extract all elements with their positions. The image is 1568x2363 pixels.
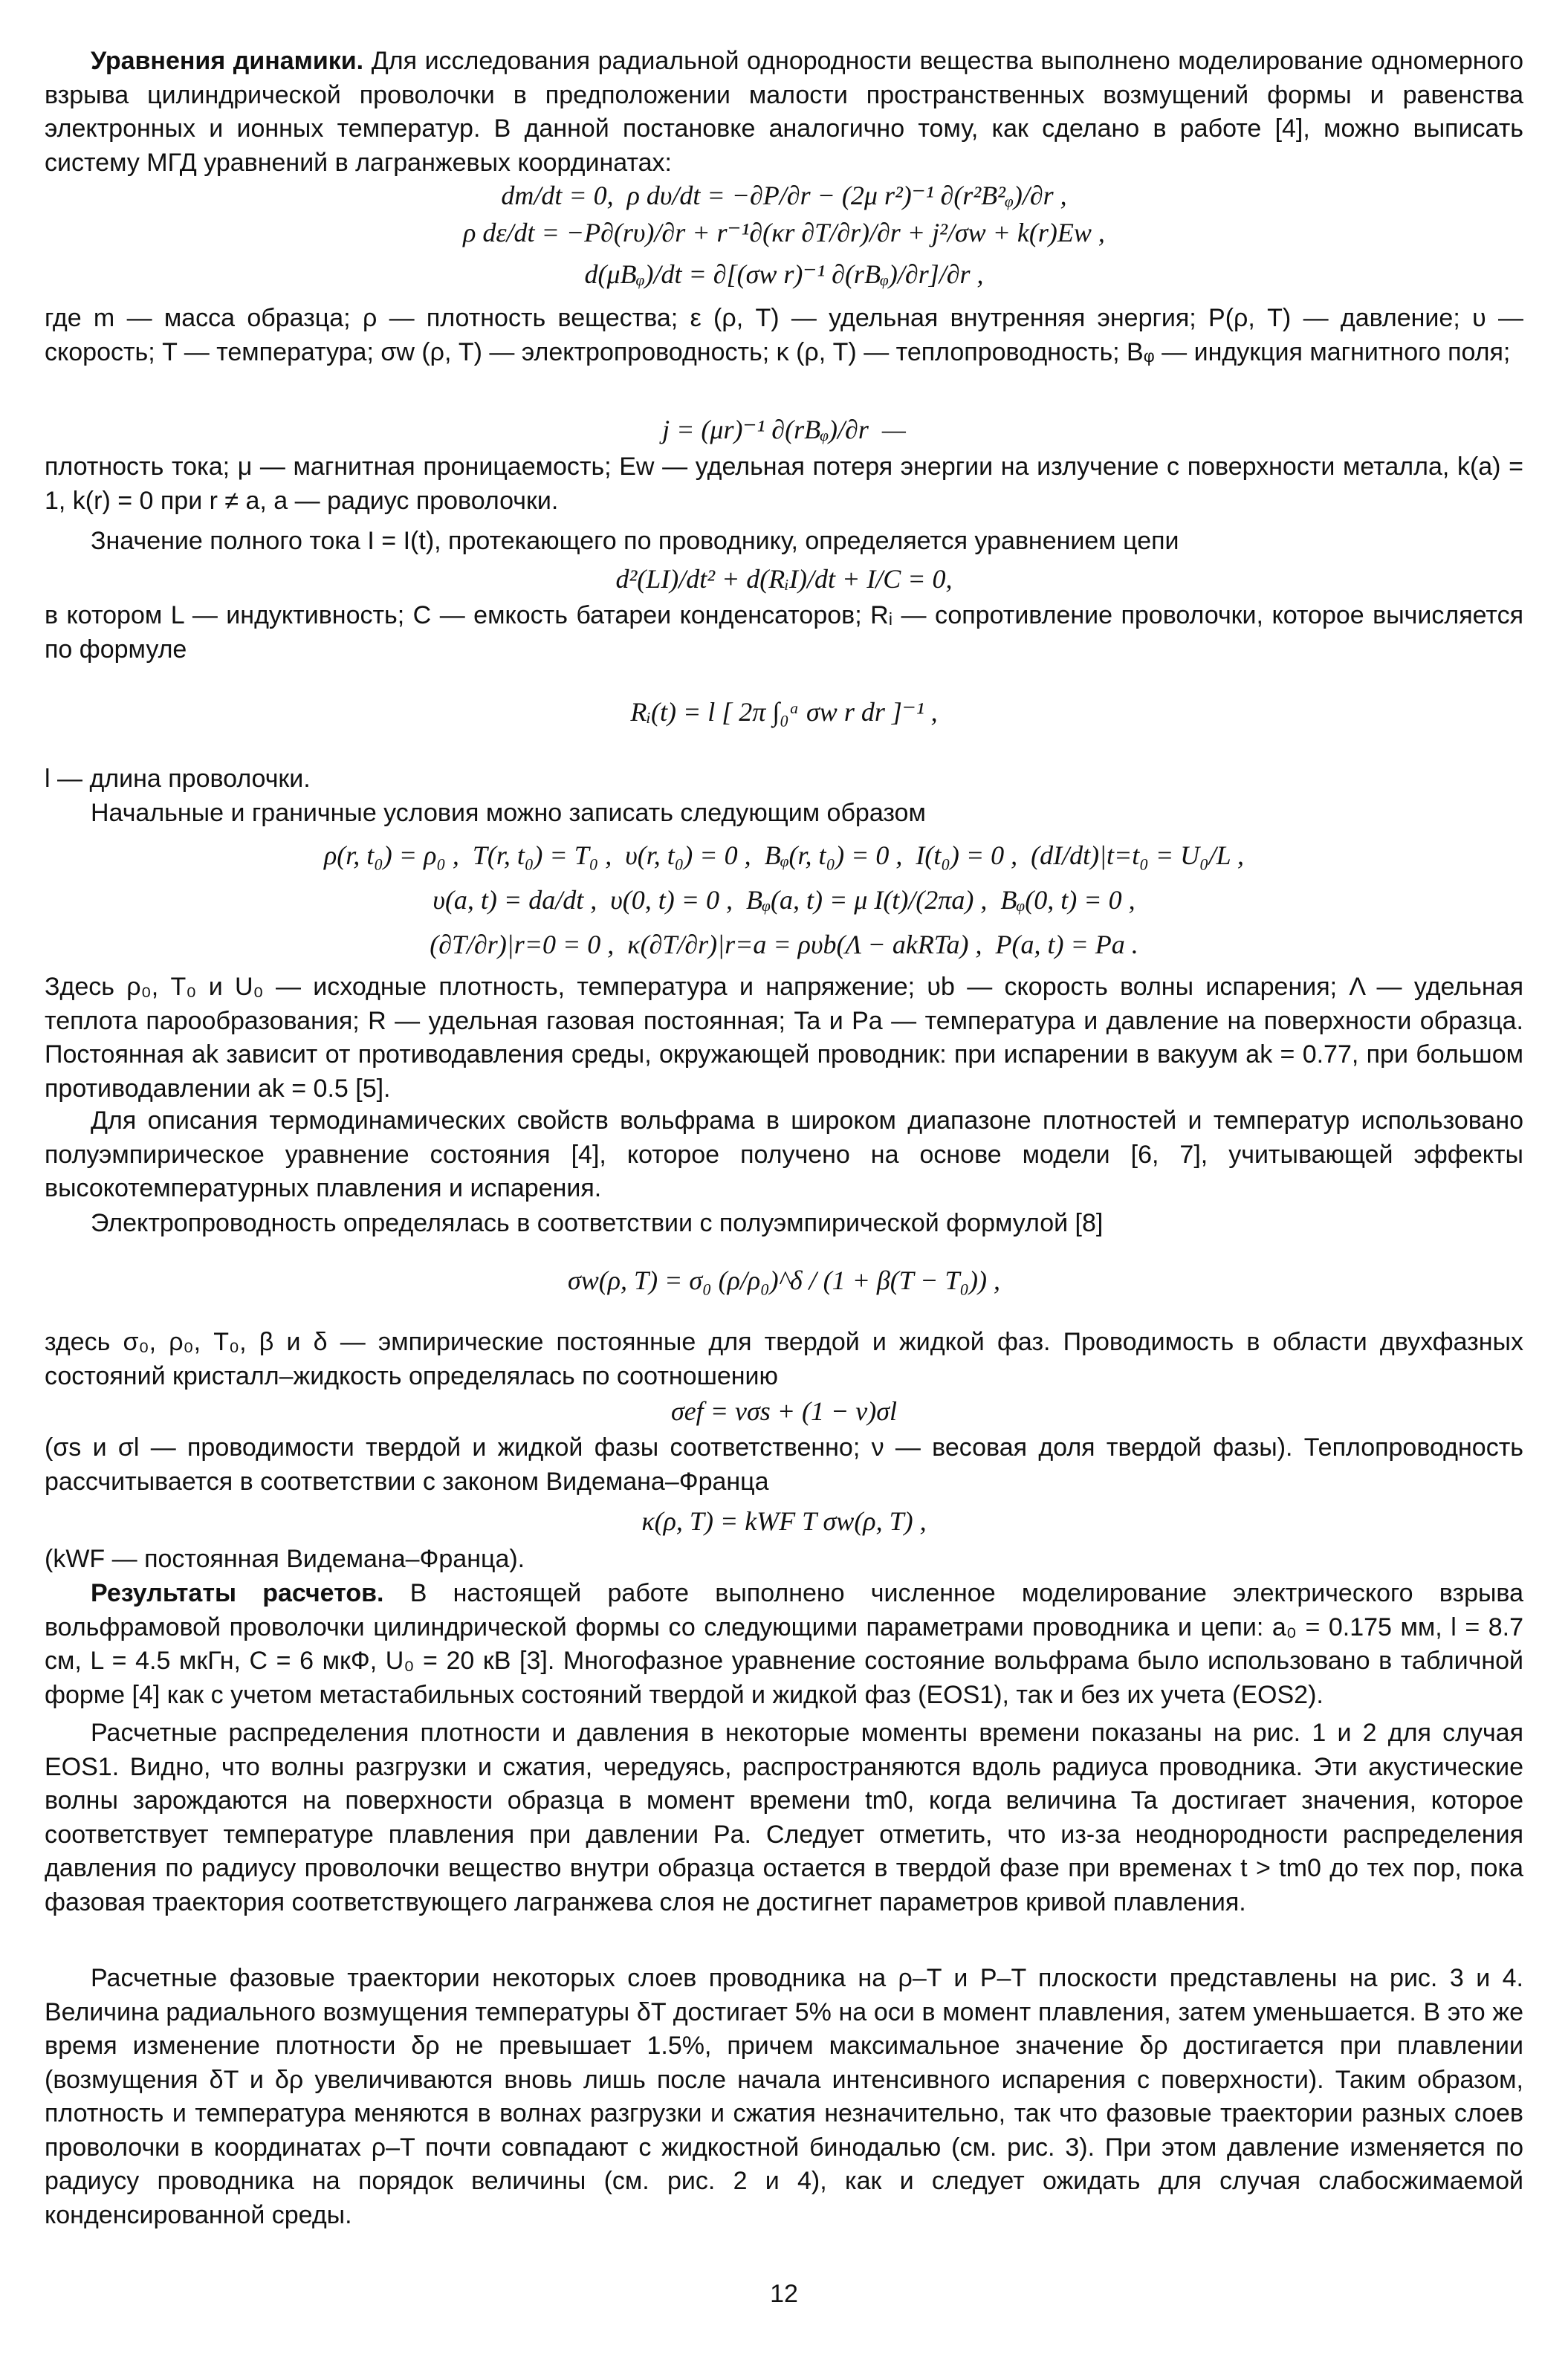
equation-current-density: j = (μr)⁻¹ ∂(rBᵩ)/∂r — bbox=[662, 415, 906, 444]
paragraph-initial: Начальные и граничные условия можно записать следующим образом bbox=[91, 799, 926, 827]
paragraph-where-5: здесь σ₀, ρ₀, T₀, β и δ — эмпирические постоянные для твердой и жидкой фаз. Проводимость в области двухфазных состояний кристалл–жидкость определялась по соотношению bbox=[45, 1328, 1523, 1390]
section2-paragraph-2: Расчетные распределения плотности и давления в некоторые моменты времени показаны на рис. 1 и 2 для случая EOS1. Видно, что волны разгрузки и сжатия, чередуясь, распространяются вдоль радиуса проводника. Эти акустические волны зарождаются на поверхности образца в момент времени tm0, когда величина Ta достигает значения, которое соответствует температуре плавления при давлении Pa. Следует отметить, что из-за неоднородности распределения давления по радиусу проволочки вещество внутри образца остается в твердой фазе при временах t > tm0 до тех пор, пока фазовая траектория соответствующего лагранжева слоя не достигнет параметров кривой плавления. bbox=[45, 1719, 1523, 1916]
section2-paragraph bbox=[45, 1577, 1523, 1712]
equation-energy: ρ dε/dt = −P∂(rυ)/∂r + r⁻¹∂(κr ∂T/∂r)/∂r + j²/σw + k(r)Ew , bbox=[463, 218, 1105, 247]
equation-mass-momentum: dm/dt = 0, ρ dυ/dt = −∂P/∂r − (2μ r²)⁻¹ ∂(r²B²ᵩ)/∂r , bbox=[501, 181, 1067, 210]
paragraph-length: l — длина проволочки. bbox=[45, 765, 311, 793]
paragraph-where-2: плотность тока; μ — магнитная проницаемость; Ew — удельная потеря энергии на излучение с поверхности металла, k(a) = 1, k(r) = 0 при r ≠ a, a — радиус проволочки. bbox=[45, 453, 1523, 515]
equation-induction: d(μBᵩ)/dt = ∂[(σw r)⁻¹ ∂(rBᵩ)/∂r]/∂r , bbox=[584, 259, 984, 289]
paragraph-eos: Для описания термодинамических свойств вольфрама в широком диапазоне плотностей и температур использовано полуэмпирическое уравнение состояния [4], которое получено на основе модели [6, 7], учитывающей эффекты высокотемпературных плавления и испарения. bbox=[45, 1106, 1523, 1202]
equation-two-phase: σef = νσs + (1 − ν)σl bbox=[670, 1396, 898, 1426]
paragraph-where-1: где m — масса образца; ρ — плотность вещества; ε (ρ, T) — удельная внутренняя энергия; P(ρ, T) — давление; υ — скорость; T — температура; σw (ρ, T) — электропроводность; κ (ρ, T) — теплопроводность; Bᵩ — индукция магнитного поля; bbox=[45, 304, 1523, 366]
page-number: 12 bbox=[770, 2280, 798, 2308]
equation-resistance: Rᵢ(t) = l [ 2π ∫₀ᵃ σw r dr ]⁻¹ , bbox=[630, 697, 938, 727]
paragraph-where-4: Здесь ρ₀, T₀ и U₀ — исходные плотность, температура и напряжение; υb — скорость волны испарения; Λ — удельная теплота парообразования; R — удельная газовая постоянная; Ta и Pa — температура и давление на поверхности образца. Постоянная ak зависит от противодавления среды, окружающей проводник: при испарении в вакуум ak = 0.77, при большом противодавлении ak = 0.5 [5]. bbox=[45, 973, 1523, 1103]
equation-initial-2: υ(a, t) = da/dt , υ(0, t) = 0 , Bᵩ(a, t) = μ I(t)/(2πa) , Bᵩ(0, t) = 0 , bbox=[433, 885, 1135, 915]
section1-paragraph bbox=[45, 45, 1523, 180]
paragraph-where-3: в котором L — индуктивность; C — емкость батареи конденсаторов; Rᵢ — сопротивление проволочки, которое вычисляется по формуле bbox=[45, 601, 1523, 664]
section2-paragraph-3: Расчетные фазовые траектории некоторых слоев проводника на ρ–T и P–T плоскости представлены на рис. 3 и 4. Величина радиального возмущения температуры δT достигает 5% на оси в момент плавления, затем уменьшается. В это же время изменение плотности δρ не превышает 1.5%, причем максимальное значение δρ достигается при плавлении (возмущения δT и δρ увеличиваются вновь лишь после начала интенсивного испарения с поверхности). Таким образом, плотность и температура меняются в волнах разгрузки и сжатия незначительно, так что фазовые траектории разных слоев проволочки в координатах ρ–T почти совпадают с жидкостной бинодалью (см. рис. 3). При этом давление изменяется по радиусу проводника на порядок величины (см. рис. 2 и 4), как и следует ожидать для случая слабосжимаемой конденсированной среды. bbox=[45, 1964, 1523, 2229]
paragraph-current: Значение полного тока I = I(t), протекающего по проводнику, определяется уравнением цепи bbox=[91, 527, 1179, 555]
equation-wiedemann-franz: κ(ρ, T) = kWF T σw(ρ, T) , bbox=[641, 1506, 927, 1536]
equation-initial-3: (∂T/∂r)|r=0 = 0 , κ(∂T/∂r)|r=a = ρυb(Λ − akRTa) , P(a, t) = Pa . bbox=[430, 930, 1138, 959]
paragraph-conductivity-intro: Электропроводность определялась в соответствии с полуэмпирической формулой [8] bbox=[91, 1209, 1104, 1237]
equation-circuit: d²(LI)/dt² + d(RᵢI)/dt + I/C = 0, bbox=[615, 564, 953, 594]
section1-intro: Для исследования радиальной однородности вещества выполнено моделирование одномерного взрыва цилиндрической проволочки в предположении малости пространственных возмущений формы и равенства электронных и ионных температур. В данной постановке аналогично тому, как сделано в работе [4], можно выписать систему МГД уравнений в лагранжевых координатах: bbox=[45, 47, 1524, 177]
section2-heading: Результаты расчетов. bbox=[91, 1579, 384, 1607]
paragraph-where-6: (σs и σl — проводимости твердой и жидкой фазы соответственно; ν — весовая доля твердой фазы). Теплопроводность рассчитывается в соответствии с законом Видемана–Франца bbox=[45, 1433, 1523, 1496]
equation-conductivity: σw(ρ, T) = σ₀ (ρ/ρ₀)^δ / (1 + β(T − T₀)) , bbox=[568, 1265, 1000, 1295]
section1-heading: Уравнения динамики. bbox=[91, 47, 364, 75]
section2-intro: В настоящей работе выполнено численное моделирование электрического взрыва вольфрамовой проволочки цилиндрической формы со следующими параметрами проводника и цепи: a₀ = 0.175 мм, l = 8.7 см, L = 4.5 мкГн, C = 6 мкФ, U₀ = 20 кВ [3]. Многофазное уравнение состояние вольфрама было использовано в табличной форме [4] как с учетом метастабильных состояний твердой и жидкой фаз (EOS1), так и без их учета (EOS2). bbox=[45, 1579, 1524, 1709]
equation-initial-1: ρ(r, t₀) = ρ₀ , T(r, t₀) = T₀ , υ(r, t₀) = 0 , Bᵩ(r, t₀) = 0 , I(t₀) = 0 , (dI/dt)|t=t₀ = U₀/L , bbox=[324, 840, 1244, 870]
paragraph-kwf: (kWF — постоянная Видемана–Франца). bbox=[45, 1545, 525, 1573]
